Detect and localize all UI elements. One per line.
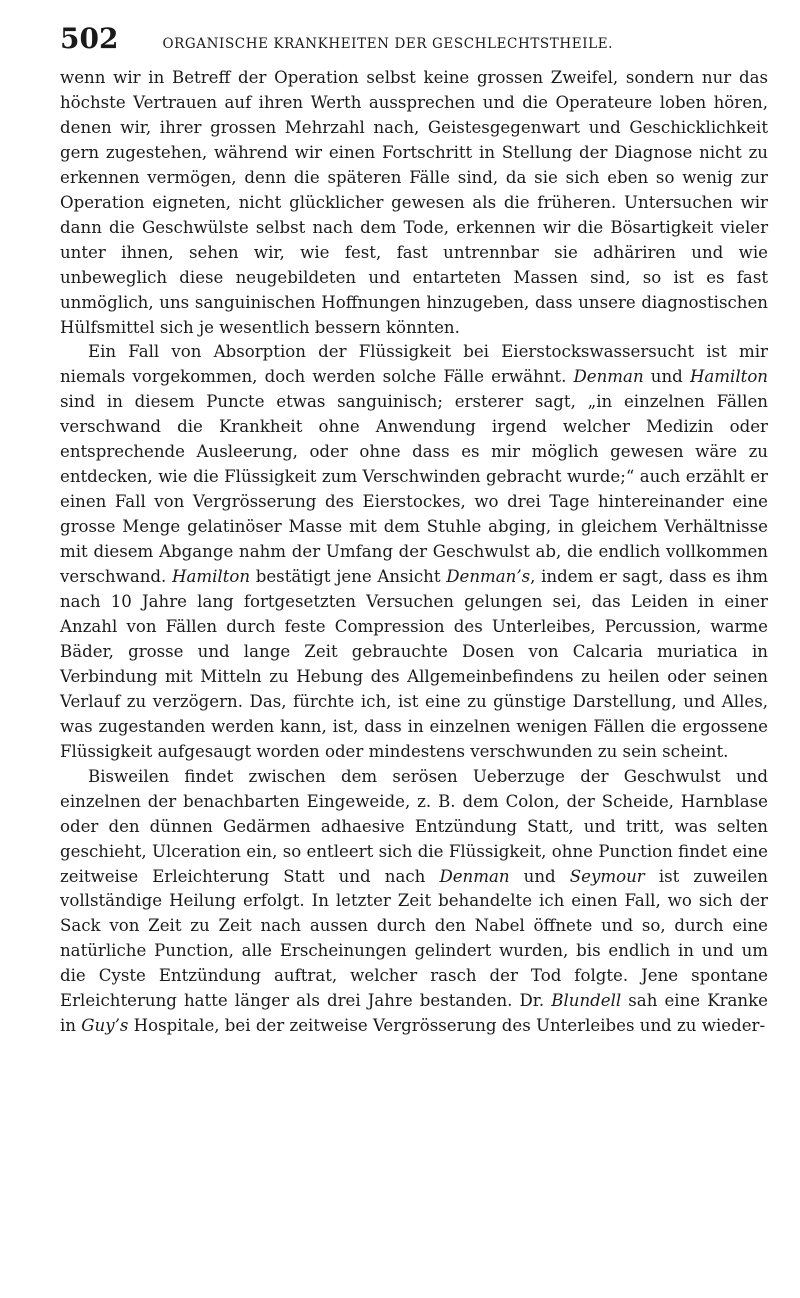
text-run: und [509,866,570,886]
page-number: 502 [60,22,119,55]
text-run: wenn wir in Betreff der Operation selbst keine grossen Zweifel, sondern nur das höchste Vertrauen auf ihren Werth aussprechen und die Operateure loben hören, denen wir, ihrer grossen Mehrzahl nach, Geistesgegenwart und Geschicklichkeit gern zugestehen, während wir einen Fortschritt in Stellung der Diagnose nicht zu erkennen vermögen, denn die späteren Fälle sind, da sie sich eben so wenig zur Operation eigneten, nicht glücklicher gewesen als die früheren. Untersuchen wir dann die Geschwülste selbst nach dem Tode, erkennen wir die Bösartigkeit vieler unter ihnen, sehen wir, wie fest, fast untrennbar sie adhäriren und wie unbeweglich diese neugebildeten und entarteten Massen sind, so ist es fast unmöglich, uns sanguinischen Hoffnungen hinzugeben, dass unsere diagnostischen Hülfsmittel sich je wesentlich bessern könnten. [60,68,768,337]
text-run: Ein Fall von Absorption der Flüssigkeit bei Eierstockswassersucht ist mir niemals vorgekommen, doch werden solche Fälle erwähnt. [60,342,768,387]
running-head [60,22,768,64]
italic-name: Denman [439,866,510,886]
text-run: Bisweilen findet zwischen dem serösen Ueberzuge der Geschwulst und einzelnen der benachbarten Eingeweide, z. B. dem Colon, der Scheide, Harnblase oder den dünnen Gedärmen adhaesive Entzündung Statt, und tritt, was selten geschieht, Ulceration ein, so entleert sich die Flüssigkeit, ohne Punction findet eine zeitweise Erleichterung Statt und nach [60,766,768,886]
italic-name: Hamilton [689,367,768,387]
italic-name: Blundell [551,991,622,1011]
running-title: ORGANISCHE KRANKHEITEN DER GESCHLECHTSTHEILE. [162,36,614,52]
italic-name: Guy’s [81,1016,129,1036]
text-run: ist zuweilen vollständige Heilung erfolgt. In letzter Zeit behandelte ich einen Fall, wo sich der Sack von Zeit zu Zeit nach aussen durch den Nabel öffnete und so, durch eine natürliche Punction, alle Erscheinungen gelindert wurden, bis endlich in und um die Cyste Entzündung auftrat, welcher rasch der Tod folgte. Jene spontane Erleichterung hatte länger als drei Jahre bestanden. Dr. [60,866,768,1011]
text-run: sah eine Kranke in [60,991,768,1036]
text-run: , indem er sagt, dass es ihm nach 10 Jahre lang fortgesetzten Versuchen gelungen sei, das Leiden in einer Anzahl von Fällen durch feste Compression des Unterleibes, Percussion, warme Bäder, grosse und lange Zeit gebrauchte Dosen von Calcaria muriatica in Verbindung mit Mitteln zu Hebung des Allgemeinbefindens zu heilen oder seinen Verlauf zu verzögern. Das, fürchte ich, ist eine zu günstige Darstellung, und Alles, was zugestanden werden kann, ist, dass in einzelnen wenigen Fällen die ergossene Flüssigkeit aufgesaugt worden oder mindestens verschwunden zu sein scheint. [60,567,769,761]
text-run: und [643,367,690,387]
italic-name: Seymour [569,866,645,886]
text-run: bestätigt jene Ansicht [250,567,447,587]
paragraph [60,66,768,340]
italic-name: Denman [573,367,644,387]
body-text [60,66,768,1039]
italic-name: Hamilton [172,567,251,587]
text-run: Hospitale, bei der zeitweise Vergrösserung des Unterleibes und zu wieder- [128,1016,766,1036]
paragraph [60,765,768,1039]
text-run: sind in diesem Puncte etwas sanguinisch; ersterer sagt, „in einzelnen Fällen verschwand die Krankheit ohne Anwendung irgend welcher Medizin oder entsprechende Ausleerung, oder ohne dass es mir möglich gewesen wäre zu entdecken, wie die Flüssigkeit zum Verschwinden gebracht wurde;“ auch erzählt er einen Fall von Vergrösserung des Eierstockes, wo drei Tage hintereinander eine grosse Menge gelatinöser Masse mit dem Stuhle abging, in gleichem Verhältnisse mit diesem Abgange nahm der Umfang der Geschwulst ab, die endlich vollkommen verschwand. [60,392,768,587]
paragraph [60,340,768,764]
book-page [60,22,768,1039]
italic-name: Denman’s [446,567,531,587]
